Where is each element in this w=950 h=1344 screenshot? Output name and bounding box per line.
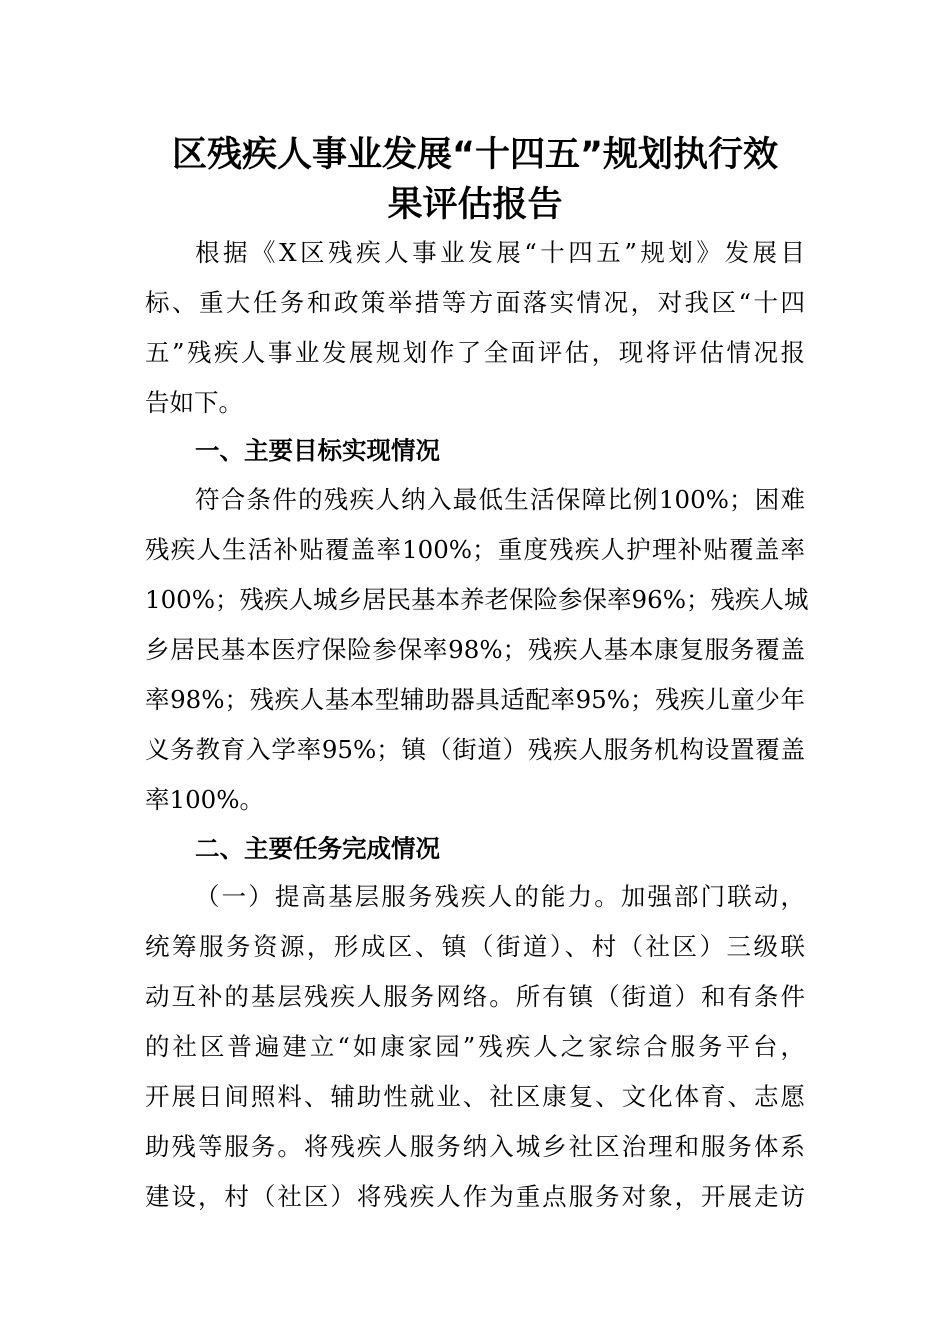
section2-line: 的社区普遍建立“如康家园”残疾人之家综合服务平台， bbox=[145, 1032, 805, 1061]
intro-line: 告如下。 bbox=[145, 388, 243, 417]
section-heading-goals: 一、主要目标实现情况 bbox=[195, 436, 440, 465]
section1-line: 义务教育入学率95%；镇（街道）残疾人服务机构设置覆盖 bbox=[145, 735, 805, 764]
intro-line: 标、重大任务和政策举措等方面落实情况，对我区“十四 bbox=[145, 288, 805, 317]
section2-line: 统筹服务资源，形成区、镇（街道）、村（社区）三级联 bbox=[145, 932, 805, 961]
section2-line: 助残等服务。将残疾人服务纳入城乡社区治理和服务体系 bbox=[145, 1132, 805, 1161]
intro-line: 五”残疾人事业发展规划作了全面评估，现将评估情况报 bbox=[145, 338, 805, 367]
section2-line: 建设，村（社区）将残疾人作为重点服务对象，开展走访 bbox=[145, 1182, 805, 1211]
section2-line: （一）提高基层服务残疾人的能力。加强部门联动， bbox=[195, 882, 805, 911]
section1-line: 残疾人生活补贴覆盖率100%；重度残疾人护理补贴覆盖率 bbox=[145, 535, 805, 564]
section1-line: 率98%；残疾人基本型辅助器具适配率95%；残疾儿童少年 bbox=[145, 685, 805, 714]
section2-line: 动互补的基层残疾人服务网络。所有镇（街道）和有条件 bbox=[145, 982, 805, 1011]
section1-line: 率100%。 bbox=[145, 785, 265, 814]
section-heading-tasks: 二、主要任务完成情况 bbox=[195, 834, 440, 863]
intro-line: 根据《X区残疾人事业发展“十四五”规划》发展目 bbox=[195, 238, 805, 267]
section2-line: 开展日间照料、辅助性就业、社区康复、文化体育、志愿 bbox=[145, 1082, 805, 1111]
document-title-line-2: 果评估报告 bbox=[387, 185, 563, 225]
section1-line: 100%；残疾人城乡居民基本养老保险参保率96%；残疾人城 bbox=[145, 585, 809, 614]
document-title-line-1: 区残疾人事业发展“十四五”规划执行效 bbox=[171, 135, 778, 175]
section1-line: 符合条件的残疾人纳入最低生活保障比例100%；困难 bbox=[195, 485, 805, 514]
section1-line: 乡居民基本医疗保险参保率98%；残疾人基本康复服务覆盖 bbox=[145, 635, 805, 664]
